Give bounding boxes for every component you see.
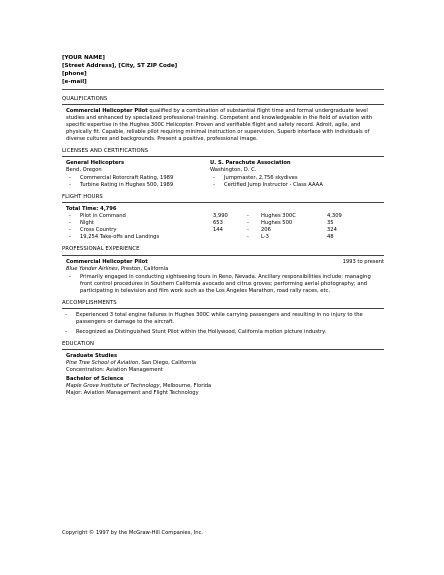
table-row: [66, 234, 384, 241]
degree: Bachelor of Science: [66, 375, 124, 382]
license-location: Washington, D. C.: [210, 167, 257, 174]
education-entry: [66, 376, 384, 397]
hours-label: - 19,254 Take-offs and Landings: [66, 234, 213, 241]
license-location: Bend, Oregon: [66, 167, 102, 174]
section-title: EDUCATION: [62, 341, 384, 350]
aircraft-label: - Hughes 300C: [247, 213, 327, 220]
table-row: [66, 213, 384, 220]
hours-value: [213, 234, 247, 241]
resume-page: [62, 55, 384, 402]
aircraft-value: 4,309: [327, 213, 342, 220]
degree: Graduate Studies: [66, 352, 118, 359]
flight-hours-body: [62, 206, 384, 241]
license-org: General Helicopters: [66, 160, 125, 167]
aircraft-label: - L-3: [247, 234, 327, 241]
school-name: Pine Tree School of Aviation: [66, 359, 139, 366]
job-header: [66, 259, 384, 266]
qualifications-text: qualified by a combination of substantial flight time and formal undergraduate level studies and enhanced by specialized professional training. Competent and knowledgeable in the field of aviation with specific expertise in the Hughes 300C Helicopter. Proven and verifiable flight and safety record. Adroit, agile, and physically fit. Capable, reliable pilot requiring minimal instruction or supervision. Superb interface with individuals of diverse cultures and backgrounds. Present a positive, professional image.: [66, 107, 373, 142]
experience-body: [62, 259, 384, 295]
list-item: - Experienced 3 total engine failures in Hughes 300C while carrying passengers and resulting in no injury to the passengers or damage to the aircraft.: [62, 312, 384, 326]
hours-value: 144: [213, 227, 223, 234]
copyright-footer: Copyright © 1997 by the McGraw-Hill Companies, Inc.: [62, 530, 204, 536]
aircraft-label: - 206: [247, 227, 327, 234]
license-list: [66, 175, 210, 189]
school-line: [66, 383, 384, 390]
list-item: - Recognized as Distinguished Stunt Pilot within the Hollywood, California motion picture industry.: [62, 329, 384, 336]
education-body: [62, 353, 384, 397]
qualifications-lead: Commercial Helicopter Pilot: [66, 107, 148, 114]
education-entry: [66, 353, 384, 374]
school-line: [66, 360, 384, 367]
hours-label: - Pilot in Command: [66, 213, 213, 220]
phone-placeholder: [phone]: [62, 70, 87, 77]
degree-detail: Major: Aviation Management and Flight Technology: [66, 390, 199, 397]
licenses-columns: [62, 160, 384, 189]
company-name: Blue Yonder Airlines: [66, 265, 118, 272]
licenses-section: [62, 148, 384, 189]
job-employer: [66, 266, 384, 273]
section-title: ACCOMPLISHMENTS: [62, 300, 384, 309]
license-right-column: [210, 160, 380, 189]
list-item: - Turbine Rating in Hughes 500, 1989: [66, 182, 210, 189]
job-dates: 1993 to present: [342, 258, 384, 265]
address-placeholder: [Street Address], [City, ST ZIP Code]: [62, 62, 178, 69]
aircraft-value: 35: [327, 220, 334, 227]
license-left-column: [66, 160, 210, 189]
list-item: - Primarily engaged in conducting sightseeing tours in Reno, Nevada. Ancillary responsibilities include: managing front control procedures in Southern California avocado and citrus groves; performing aerial photography; and participating in television and film work such as the Los Angeles Marathon, road rally races, etc.: [66, 274, 384, 295]
education-section: [62, 341, 384, 397]
accomplishments-section: [62, 300, 384, 336]
total-time: Total Time: 4,796: [66, 206, 117, 213]
header-divider: [62, 89, 384, 90]
school-location: , Melbourne, Florida: [159, 383, 212, 389]
flight-hours-section: [62, 194, 384, 241]
section-title: FLIGHT HOURS: [62, 194, 384, 203]
email-placeholder: [e-mail]: [62, 78, 87, 85]
qualifications-section: [62, 96, 384, 143]
aircraft-value: 48: [327, 234, 334, 241]
contact-header: [62, 55, 384, 87]
section-title: QUALIFICATIONS: [62, 96, 384, 105]
qualifications-paragraph: [62, 108, 384, 143]
school-name: Maple Grove Institute of Technology: [66, 383, 160, 389]
experience-section: [62, 246, 384, 294]
company-location: , Preston, California: [117, 265, 169, 272]
aircraft-label: - Hughes 500: [247, 220, 327, 227]
list-item: - Commercial Rotorcraft Rating, 1989: [66, 175, 210, 182]
table-row: [66, 220, 384, 227]
hours-label: - Cross Country: [66, 227, 213, 234]
list-item: - Certified Jump Instructor - Class AAAA: [210, 182, 380, 189]
job-duties: [66, 274, 384, 295]
hours-value: 3,990: [213, 213, 228, 220]
license-list: [210, 175, 380, 189]
school-location: , San Diego, California: [138, 359, 197, 366]
job-title: Commercial Helicopter Pilot: [66, 258, 148, 265]
name-placeholder: [YOUR NAME]: [62, 55, 105, 61]
table-row: [66, 227, 384, 234]
degree-detail: Concentration: Aviation Management: [66, 366, 163, 373]
license-org: U. S. Parachute Association: [210, 160, 291, 167]
hours-value: 653: [213, 220, 223, 227]
hours-label: - Night: [66, 220, 213, 227]
accomplishments-list: [62, 312, 384, 336]
aircraft-value: 324: [327, 227, 337, 234]
list-item: - Jumpmaster, 2,756 skydives: [210, 175, 380, 182]
section-title: PROFESSIONAL EXPERIENCE: [62, 246, 384, 255]
section-title: LICENSES AND CERTIFICATIONS: [62, 148, 384, 157]
